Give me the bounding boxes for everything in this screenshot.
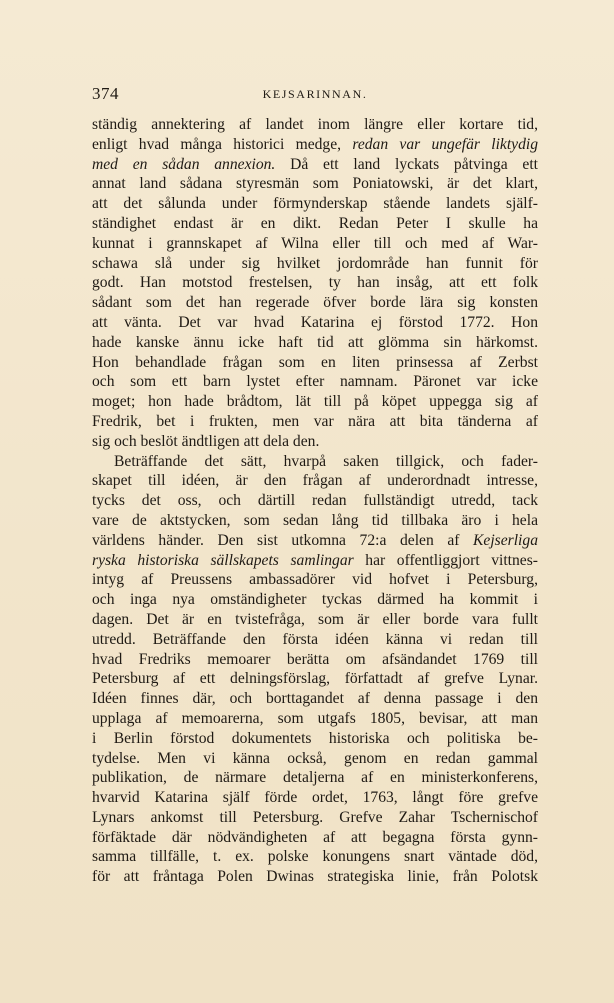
- text-line: [92, 610, 538, 630]
- text-segment: publikation, de närmare detaljerna af en ministerkonferens,: [92, 769, 538, 787]
- text-segment: att vänta. Det var hvad Katarina ej förstod 1772. Hon: [92, 313, 538, 331]
- text-segment: enligt hvad många historici medge,: [92, 135, 353, 153]
- text-line: [92, 709, 538, 729]
- text-segment: intyg af Preussens ambassadörer vid hofvet i Petersburg,: [92, 571, 538, 589]
- text-segment: kunnat i grannskapet af Wilna eller till och med af War-: [92, 234, 538, 252]
- italic-text-segment: med en sådan annexion.: [92, 155, 276, 173]
- text-line: [92, 333, 538, 353]
- text-line: [92, 372, 538, 392]
- text-line: [92, 353, 538, 373]
- text-line: [92, 669, 538, 689]
- text-line: [92, 135, 538, 155]
- text-line: [92, 551, 538, 571]
- text-segment: hvad Fredriks memoarer berätta om afsändandet 1769 till: [92, 650, 538, 668]
- text-segment: vare de aktstycken, som sedan lång tid tillbaka äro i hela: [92, 511, 538, 529]
- text-line: [92, 491, 538, 511]
- text-segment: dagen. Det är en tvistefråga, som är eller borde vara fullt: [92, 610, 538, 628]
- text-line: [92, 214, 538, 234]
- text-line: [92, 155, 538, 175]
- text-line: [92, 511, 538, 531]
- italic-text-segment: redan var ungefär liktydig: [352, 135, 539, 153]
- text-line: [92, 650, 538, 670]
- text-segment: Lynars ankomst till Petersburg. Grefve Zahar Tschernischof: [92, 808, 538, 826]
- text-segment: Hon behandlade frågan som en liten prinsessa af Zerbst: [92, 353, 538, 371]
- text-segment: Då ett land lyckats påtvinga ett: [275, 155, 538, 173]
- text-segment: annat land sådana styresmän som Poniatowski, är det klart,: [92, 175, 538, 193]
- text-line: [92, 867, 538, 887]
- text-line: [92, 392, 538, 412]
- text-line: [92, 273, 538, 293]
- text-line: [92, 174, 538, 194]
- text-segment: och inga nya omständigheter tyckas därmed ha kommit i: [92, 591, 538, 609]
- italic-text-segment: Kejserliga: [473, 531, 538, 549]
- text-line: [92, 432, 538, 452]
- text-segment: hade kanske ännu icke haft tid att glömma sin härkomst.: [92, 333, 538, 351]
- text-line: [92, 749, 538, 769]
- text-line: [92, 828, 538, 848]
- text-line: [92, 293, 538, 313]
- text-segment: sådant som det han regerade öfver borde lära sig konsten: [92, 294, 538, 312]
- text-line: [92, 254, 538, 274]
- text-segment: Petersburg af ett delningsförslag, författadt af grefve Lynar.: [92, 670, 538, 688]
- text-line: [92, 531, 538, 551]
- text-line: [92, 768, 538, 788]
- text-segment: Fredrik, bet i frukten, men var nära att bita tänderna af: [92, 412, 538, 430]
- running-head: KEJSARINNAN.: [262, 87, 368, 101]
- text-segment: Idéen finnes där, och borttagandet af denna passage i den: [92, 690, 538, 708]
- page-number: 374: [92, 84, 119, 103]
- text-line: [92, 313, 538, 333]
- text-line: [92, 452, 538, 472]
- text-segment: för att fråntaga Polen Dwinas strategiska linie, från Polotsk: [92, 868, 538, 886]
- text-segment: att det sålunda under förmynderskap stående landets själf-: [92, 195, 538, 213]
- text-line: [92, 471, 538, 491]
- text-line: [92, 115, 538, 135]
- text-segment: tydelse. Men vi känna också, genom en redan gammal: [92, 749, 538, 767]
- text-segment: sig och beslöt ändtligen att dela den.: [92, 432, 320, 450]
- text-segment: i Berlin förstod dokumentets historiska och politiska be-: [92, 729, 538, 747]
- text-line: [92, 234, 538, 254]
- text-line: [92, 590, 538, 610]
- text-line: [92, 788, 538, 808]
- text-segment: hvarvid Katarina själf förde ordet, 1763, långt före grefve: [92, 789, 538, 807]
- body-text: [92, 115, 538, 887]
- text-segment: tycks det oss, och därtill redan fullständigt utredd, tack: [92, 492, 538, 510]
- text-segment: utredd. Beträffande den första idéen känna vi redan till: [92, 630, 538, 648]
- text-line: [92, 729, 538, 749]
- text-line: [92, 847, 538, 867]
- text-line: [92, 570, 538, 590]
- text-segment: godt. Han motstod frestelsen, ty han insåg, att ett folk: [92, 274, 538, 292]
- text-line: [92, 630, 538, 650]
- text-line: [92, 194, 538, 214]
- text-segment: och som ett barn lystet efter namnam. Päronet var icke: [92, 373, 538, 391]
- text-segment: upplaga af memoarerna, som utgafs 1805, bevisar, att man: [92, 709, 538, 727]
- page-header: [92, 84, 538, 108]
- text-segment: schawa slå under sig hvilket jordområde han funnit för: [92, 254, 538, 272]
- text-segment: ständig annektering af landet inom längre eller kortare tid,: [92, 116, 538, 133]
- text-segment: samma tillfälle, t. ex. polske konungens snart väntade död,: [92, 848, 538, 866]
- text-line: [92, 412, 538, 432]
- text-segment: moget; hon hade brådtom, lät till på köpet uppegga sig af: [92, 393, 538, 411]
- text-segment: Beträffande det sätt, hvarpå saken tillgick, och fader-: [114, 452, 538, 470]
- text-segment: förfäktade där nödvändigheten af att begagna första gynn-: [92, 828, 538, 846]
- text-segment: ständighet endast är en dikt. Redan Peter I skulle ha: [92, 214, 538, 232]
- text-segment: skapet till idéen, är den frågan af underordnadt intresse,: [92, 472, 538, 490]
- text-segment: världens händer. Den sist utkomna 72:a delen af: [92, 531, 474, 549]
- text-segment: har offentliggjort vittnes-: [353, 551, 538, 569]
- text-line: [92, 808, 538, 828]
- italic-text-segment: ryska historiska sällskapets samlingar: [92, 551, 354, 569]
- text-line: [92, 689, 538, 709]
